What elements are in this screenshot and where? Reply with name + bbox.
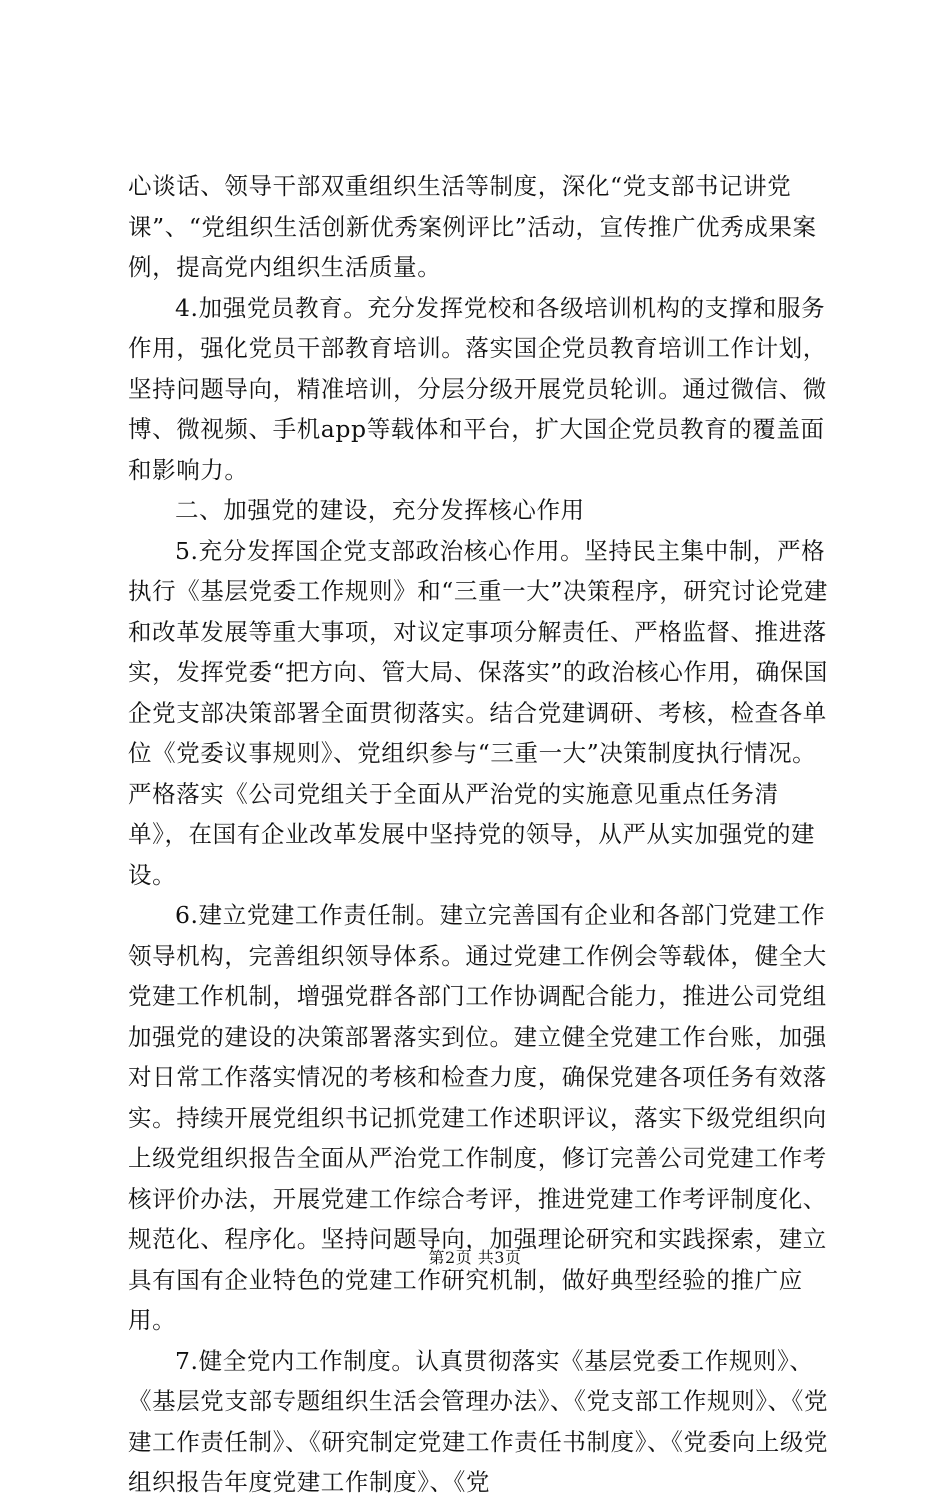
page-number-footer: 第2页 共3页 — [428, 1248, 522, 1267]
paragraph-political-core-role: 5.充分发挥国企党支部政治核心作用。坚持民主集中制，严格执行《基层党委工作规则》和“三重一大”决策程序，研究讨论党建和改革发展等重大事项，对议定事项分解责任、严格监督、推进落实，发挥党委“把方向、管大局、保落实”的政治核心作用，确保国企党支部决策部署全面贯彻落实。结合党建调研、考核，检查各单位《党委议事规则》、党组织参与“三重一大”决策制度执行情况。严格落实《公司党组关于全面从严治党的实施意见重点任务清单》，在国有企业改革发展中坚持党的领导，从严从实加强党的建设。 — [128, 536, 829, 889]
paragraph-continuation: 心谈话、领导干部双重组织生活等制度，深化“党支部书记讲党课”、“党组织生活创新优秀案例评比”活动，宣传推广优秀成果案例，提高党内组织生活质量。 — [128, 172, 817, 281]
document-body — [128, 166, 834, 1503]
paragraph-party-member-education: 4.加强党员教育。充分发挥党校和各级培训机构的支撑和服务作用，强化党员干部教育培训。落实国企党员教育培训工作计划，坚持问题导向，精准培训，分层分级开展党员轮训。通过微信、微博、微视频、手机app等载体和平台，扩大国企党员教育的覆盖面和影响力。 — [128, 293, 827, 484]
section-heading: 二、加强党的建设，充分发挥核心作用 — [175, 496, 585, 524]
paragraph-responsibility-system: 6.建立党建工作责任制。建立完善国有企业和各部门党建工作领导机构，完善组织领导体系。通过党建工作例会等载体，健全大党建工作机制，增强党群各部门工作协调配合能力，推进公司党组加强党的建设的决策部署落实到位。建立健全党建工作台账，加强对日常工作落实情况的考核和检查力度，确保党建各项任务有效落实。持续开展党组织书记抓党建工作述职评议，落实下级党组织向上级党组织报告全面从严治党工作制度，修订完善公司党建工作考核评价办法，开展党建工作综合考评，推进党建工作考评制度化、规范化、程序化。坚持问题导向，加强理论研究和实践探索，建立具有国有企业特色的党建工作研究机制，做好典型经验的推广应用。 — [128, 901, 827, 1334]
paragraph-work-system: 7.健全党内工作制度。认真贯彻落实《基层党委工作规则》、《基层党支部专题组织生活会管理办法》、《党支部工作规则》、《党建工作责任制》、《研究制定党建工作责任书制度》、《党委向上级党组织报告年度党建工作制度》、《党 — [128, 1346, 829, 1496]
